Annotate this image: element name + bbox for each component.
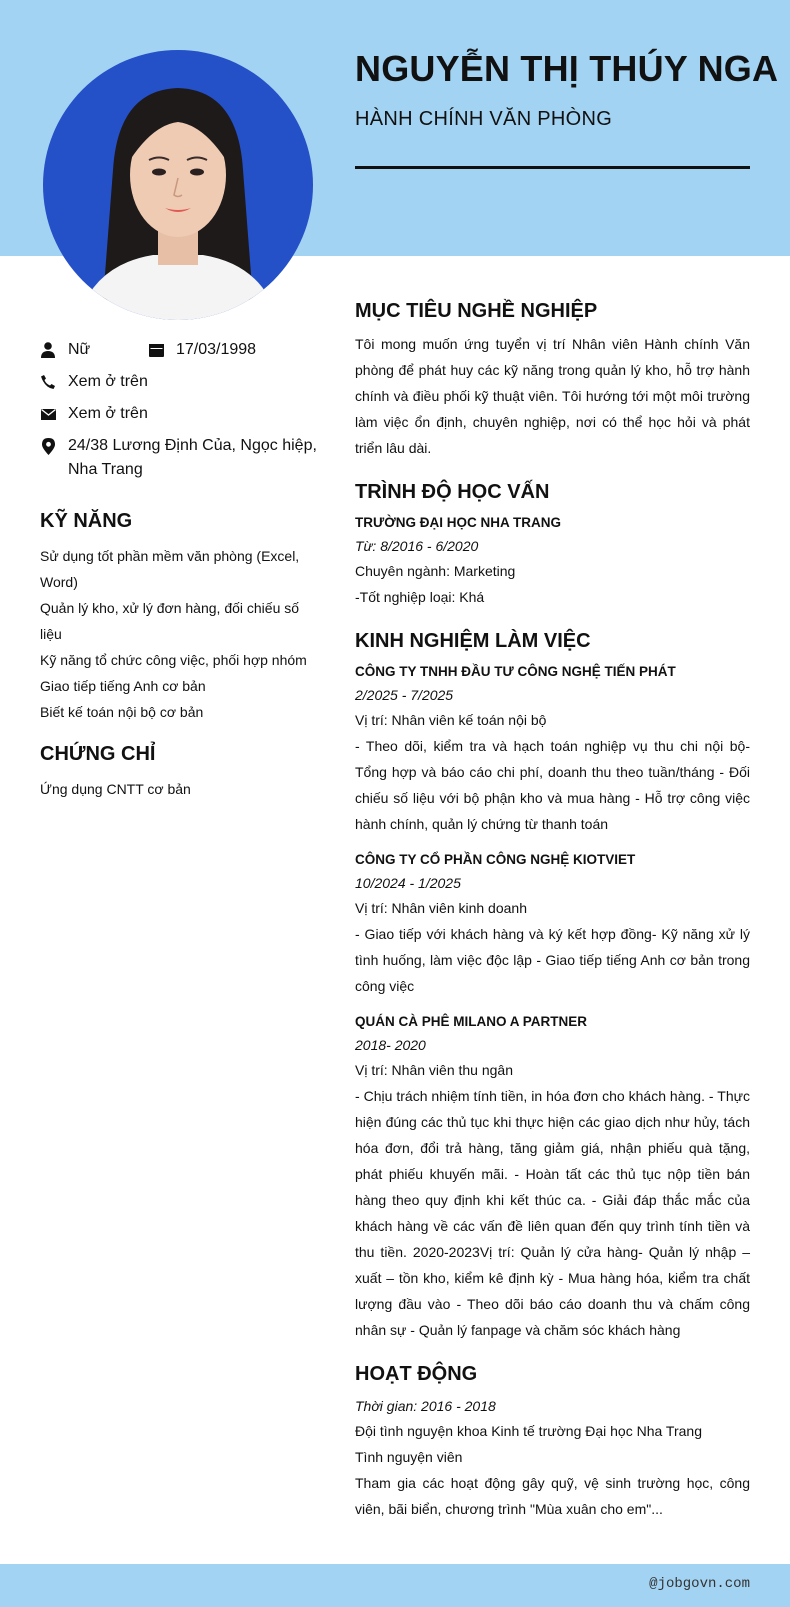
dob-value: 17/03/1998 (176, 341, 257, 358)
profile-photo (43, 50, 313, 320)
activity-role: Tình nguyện viên (355, 1449, 463, 1465)
job-period: 10/2024 - 1/2025 (355, 875, 461, 891)
education-period: Từ: 8/2016 - 6/2020 (355, 538, 479, 554)
person-icon (40, 338, 56, 362)
job-description: - Theo dõi, kiểm tra và hạch toán nghiệp vụ thu chi nội bộ- Tổng hợp và báo cáo chi phí, doanh thu theo tuần/tháng - Đối chiếu số liệu với bộ phận kho và mua hàng - Hỗ trợ công việc hành chính, quản lý chứng từ thanh toán (355, 738, 750, 832)
skills-list (40, 543, 320, 725)
header-divider (355, 166, 750, 169)
phone-value: Xem ở trên (68, 373, 148, 390)
list-item: Kỹ năng tổ chức công việc, phối hợp nhóm (40, 652, 307, 668)
company-name: QUÁN CÀ PHÊ MILANO A PARTNER (355, 1014, 587, 1029)
address-value: 24/38 Lương Định Của, Ngọc hiệp, Nha Trang (68, 437, 317, 478)
list-item: Giao tiếp tiếng Anh cơ bản (40, 678, 206, 694)
location-pin-icon (40, 434, 56, 458)
activities-heading: HOẠT ĐỘNG (355, 1363, 478, 1385)
objective-text: Tôi mong muốn ứng tuyển vị trí Nhân viên Hành chính Văn phòng để phát huy các kỹ năng trong quản lý kho, hỗ trợ hành chính và điều phối kỹ thuật viên. Tôi hướng tới một môi trường làm việc ổn định, chuyên nghiệp, nơi có thể học hỏi và phát triển lâu dài. (355, 336, 750, 456)
candidate-name: NGUYỄN THỊ THÚY NGA (355, 48, 779, 89)
address-row (40, 434, 320, 482)
email-value: Xem ở trên (68, 405, 148, 422)
list-item: Sử dụng tốt phần mềm văn phòng (Excel, Word) (40, 548, 300, 590)
activity-description: Tham gia các hoạt động gây quỹ, vệ sinh trường học, công viên, bãi biển, chương trình "Mùa xuân cho em"... (355, 1475, 750, 1517)
education-grade: -Tốt nghiệp loại: Khá (355, 589, 485, 605)
school-name: TRƯỜNG ĐẠI HỌC NHA TRANG (355, 515, 561, 530)
left-column (40, 338, 320, 802)
skills-heading: KỸ NĂNG (40, 510, 133, 532)
gender-value: Nữ (68, 341, 91, 358)
job-period: 2/2025 - 7/2025 (355, 687, 454, 703)
job-position: Vị trí: Nhân viên kế toán nội bộ (355, 712, 547, 728)
right-column (355, 300, 750, 1522)
list-item: Biết kế toán nội bộ cơ bản (40, 704, 204, 720)
education-heading: TRÌNH ĐỘ HỌC VẤN (355, 481, 550, 503)
activity-period: Thời gian: 2016 - 2018 (355, 1398, 496, 1414)
calendar-icon (148, 338, 164, 362)
job-description: - Giao tiếp với khách hàng và ký kết hợp đồng- Kỹ năng xử lý tình huống, làm việc độc lập - Giao tiếp tiếng Anh cơ bản trong công việc (355, 926, 750, 994)
phone-icon (40, 370, 56, 394)
job-entry (355, 661, 750, 837)
list-item: Quản lý kho, xử lý đơn hàng, đối chiếu số liệu (40, 600, 300, 642)
mail-icon (40, 402, 56, 426)
phone-row (40, 370, 320, 394)
list-item: Ứng dụng CNTT cơ bản (40, 781, 191, 797)
experience-heading: KINH NGHIỆM LÀM VIỆC (355, 630, 591, 652)
email-row (40, 402, 320, 426)
job-position: Vị trí: Nhân viên kinh doanh (355, 900, 527, 916)
job-description: - Chịu trách nhiệm tính tiền, in hóa đơn cho khách hàng. - Thực hiện đúng các thủ tục khi thực hiện các giao dịch như hủy, tách hóa đơn, đổi trả hàng, tăng giảm giá, nhận phiếu quà tặng, phát phiếu khuyến mãi. - Hoàn tất các thủ tục nộp tiền bán hàng theo quy định khi kết thúc ca. - Giải đáp thắc mắc của khách hàng về các vấn đề liên quan đến quy trình tính tiền và thu tiền. 2020-2023Vị trí: Quản lý cửa hàng- Quản lý nhập – xuất – tồn kho, kiểm kê định kỳ - Mua hàng hóa, kiểm tra chất lượng đầu vào - Theo dõi báo cáo doanh thu và chấm công nhân sự - Quản lý fanpage và chăm sóc khách hàng (355, 1088, 750, 1338)
footer-watermark: @jobgovn.com (649, 1576, 750, 1592)
job-entry (355, 1011, 750, 1343)
certificates-heading: CHỨNG CHỈ (40, 743, 156, 765)
education-major: Chuyên ngành: Marketing (355, 563, 516, 579)
company-name: CÔNG TY TNHH ĐẦU TƯ CÔNG NGHỆ TIẾN PHÁT (355, 664, 676, 679)
gender-dob-row (40, 338, 320, 362)
candidate-job-title: HÀNH CHÍNH VĂN PHÒNG (355, 108, 613, 130)
objective-heading: MỤC TIÊU NGHỀ NGHIỆP (355, 300, 598, 322)
job-entry (355, 849, 750, 999)
job-period: 2018- 2020 (355, 1037, 426, 1053)
activity-organization: Đội tình nguyện khoa Kinh tế trường Đại học Nha Trang (355, 1423, 702, 1439)
company-name: CÔNG TY CỔ PHẦN CÔNG NGHỆ KIOTVIET (355, 852, 636, 867)
job-position: Vị trí: Nhân viên thu ngân (355, 1062, 513, 1078)
